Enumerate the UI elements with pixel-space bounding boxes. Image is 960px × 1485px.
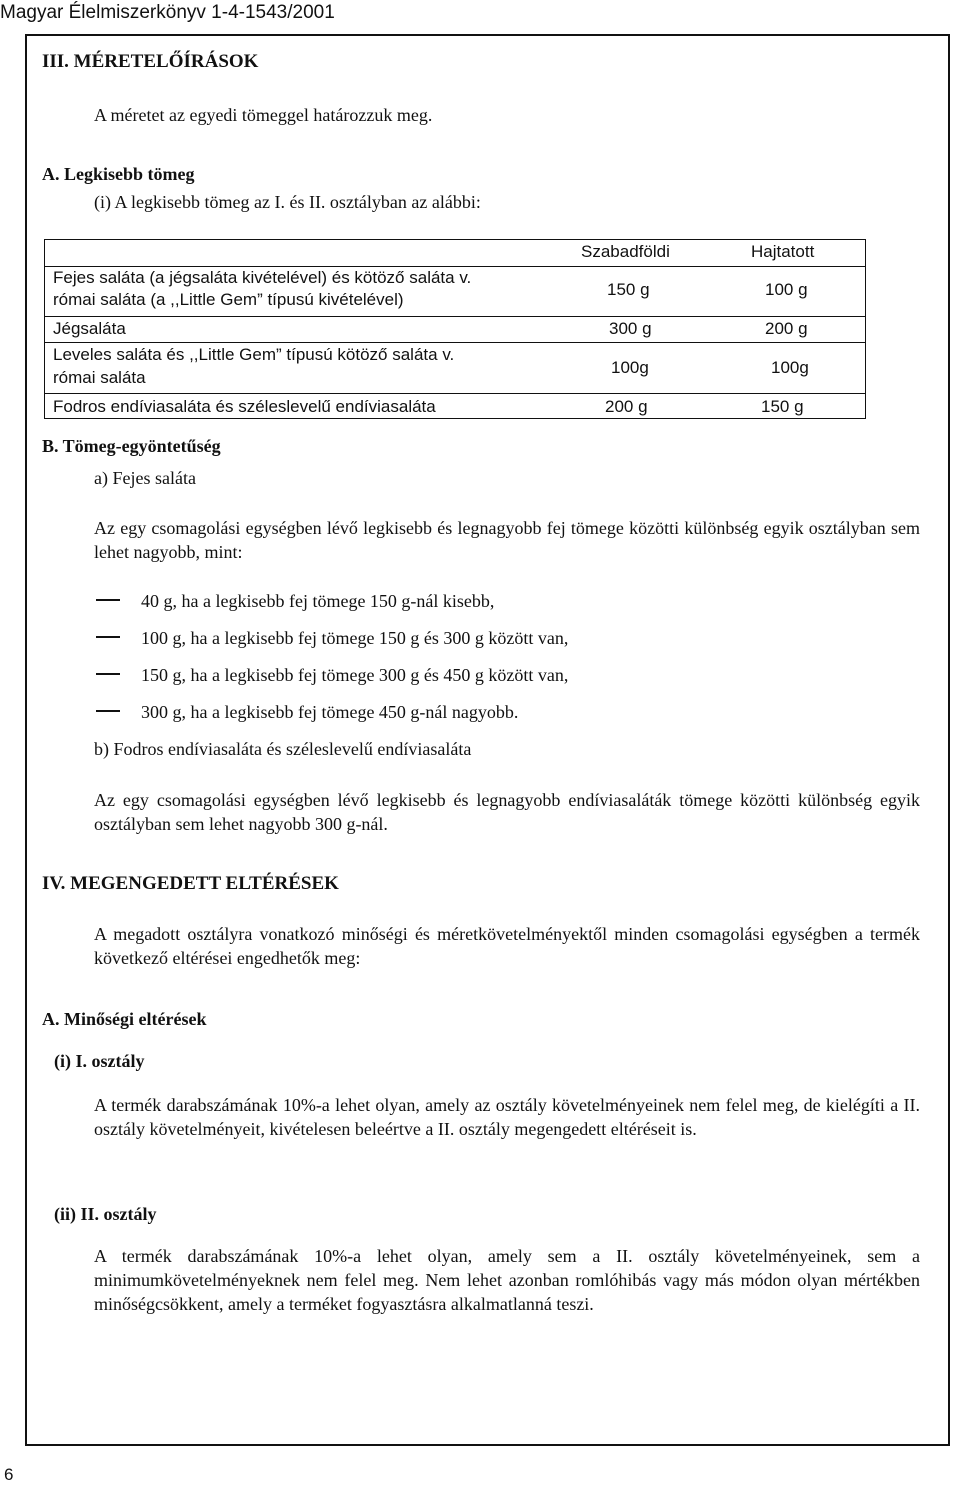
table-cell: 150 g xyxy=(761,397,804,416)
table-header-szabadfoldi: Szabadföldi xyxy=(581,242,670,261)
list-dash xyxy=(96,599,120,601)
table-row-label: Fodros endíviasaláta és széleslevelű endíviasaláta xyxy=(53,397,436,416)
list-dash xyxy=(96,636,120,638)
subsection-a-title: A. Legkisebb tömeg xyxy=(42,164,195,184)
subsection-a-line: (i) A legkisebb tömeg az I. és II. osztályban az alábbi: xyxy=(94,192,481,212)
list-item: 300 g, ha a legkisebb fej tömege 450 g-nál nagyobb. xyxy=(141,702,519,722)
table-cell: 200 g xyxy=(605,397,648,416)
table-header-hajtatott: Hajtatott xyxy=(751,242,815,261)
table-row-label: Jégsaláta xyxy=(53,319,126,338)
section-3-title: III. MÉRETELŐÍRÁSOK xyxy=(42,51,259,72)
list-item: 100 g, ha a legkisebb fej tömege 150 g és 300 g között van, xyxy=(141,628,569,648)
table-row-label: római saláta xyxy=(53,368,146,387)
page-number: 6 xyxy=(4,1465,14,1484)
table-cell: 200 g xyxy=(765,319,808,338)
minimum-weight-table xyxy=(44,239,866,419)
table-row-label: Leveles saláta és ,,Little Gem” típusú kötöző saláta v. xyxy=(53,345,455,364)
subsection-b-b-text: Az egy csomagolási egységben lévő legkisebb és legnagyobb endíviasaláták tömege közötti különbség egyik osztályban sem lehet nagyobb 300 g-nál. xyxy=(94,790,920,834)
table-row-label: római saláta (a ,,Little Gem” típusú kivételével) xyxy=(53,290,404,309)
section-4-title: IV. MEGENGEDETT ELTÉRÉSEK xyxy=(42,873,339,894)
table-cell: 300 g xyxy=(609,319,652,338)
section-4-intro: A megadott osztályra vonatkozó minőségi és méretkövetelményektől minden csomagolási egységben a termék következő eltérései engedhetők meg: xyxy=(94,924,920,968)
list-dash xyxy=(96,710,120,712)
subsection-b-title: B. Tömeg-egyöntetűség xyxy=(42,436,221,456)
table-row-label: Fejes saláta (a jégsaláta kivételével) és kötöző saláta v. xyxy=(53,268,472,287)
class-2-title: (ii) II. osztály xyxy=(54,1204,157,1224)
class-2-text: A termék darabszámának 10%-a lehet olyan, amely sem a II. osztály követelményeinek, sem a minimumkövetelményeknek nem felel meg. Nem lehet azonban romlóhibás vagy más módon olyan mértékben minőségcsökkent, amely a terméket fogyasztásra alkalmatlanná teszi. xyxy=(94,1246,920,1314)
document-header: Magyar Élelmiszerkönyv 1-4-1543/2001 xyxy=(0,2,335,23)
class-1-text: A termék darabszámának 10%-a lehet olyan, amely az osztály követelményeinek nem felel meg, de kielégíti a II. osztály követelményeit, kivételesen beleértve a II. osztály megengedett eltéréseit is. xyxy=(94,1095,920,1139)
table-divider xyxy=(45,316,865,317)
table-divider xyxy=(45,342,865,343)
table-divider xyxy=(45,266,865,267)
section-3-intro: A méretet az egyedi tömeggel határozzuk meg. xyxy=(94,105,433,125)
subsection-b-a-title: a) Fejes saláta xyxy=(94,468,196,488)
subsection-b-b-title: b) Fodros endíviasaláta és széleslevelű endíviasaláta xyxy=(94,739,472,759)
list-item: 150 g, ha a legkisebb fej tömege 300 g és 450 g között van, xyxy=(141,665,569,685)
subsection-4a-title: A. Minőségi eltérések xyxy=(42,1009,207,1029)
subsection-b-a-text: Az egy csomagolási egységben lévő legkisebb és legnagyobb fej tömege közötti különbség egyik osztályban sem lehet nagyobb, mint: xyxy=(94,518,920,562)
table-cell: 100 g xyxy=(765,280,808,299)
table-cell: 150 g xyxy=(607,280,650,299)
list-item: 40 g, ha a legkisebb fej tömege 150 g-nál kisebb, xyxy=(141,591,495,611)
list-dash xyxy=(96,673,120,675)
table-cell: 100g xyxy=(771,358,809,377)
class-1-title: (i) I. osztály xyxy=(54,1051,145,1071)
table-divider xyxy=(45,393,865,394)
table-cell: 100g xyxy=(611,358,649,377)
